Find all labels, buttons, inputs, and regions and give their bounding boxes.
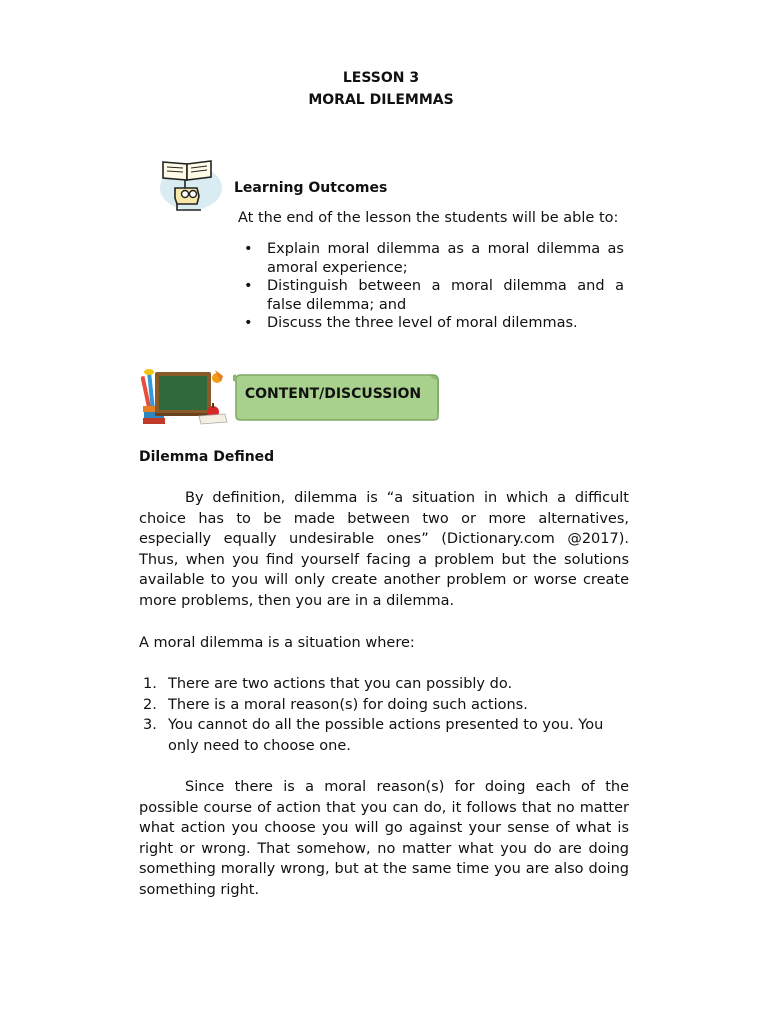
list-text: There is a moral reason(s) for doing such actions.	[168, 696, 528, 713]
banner-label: CONTENT/DISCUSSION	[244, 386, 422, 402]
list-item	[143, 674, 629, 695]
list-number: 3.	[143, 717, 157, 734]
outcomes-intro: At the end of the lesson the students will be able to:	[238, 210, 619, 226]
definition-paragraph: By definition, dilemma is “a situation in which a difficult choice has to be made between two or more alternatives, especially equally undesirable ones” (Dictionary.com @2017). Thus, when you find yourself facing a problem but the solutions available to you will only create another problem or worse create more problems, then you are in a dilemma.	[139, 490, 629, 609]
page-title: MORAL DILEMMAS	[308, 92, 454, 108]
outcomes-heading: Learning Outcomes	[234, 180, 388, 196]
conclusion-paragraph: Since there is a moral reason(s) for doing each of the possible course of action that you can do, it follows that no matter what action you choose you will go against your sense of what is right or wrong. That somehow, no matter what you do are doing something morally wrong, but at the same time you are also doing something right.	[139, 779, 629, 898]
book-reader-icon	[157, 158, 223, 214]
list-item	[143, 695, 629, 716]
list-item	[143, 715, 629, 756]
content-discussion-banner	[233, 373, 439, 421]
conditions-list	[143, 674, 629, 756]
outcomes-list	[244, 240, 624, 333]
list-item: • Distinguish between a moral dilemma and a false dilemma; and	[244, 277, 624, 314]
moral-dilemma-intro: A moral dilemma is a situation where:	[139, 635, 415, 651]
list-text: You cannot do all the possible actions presented to you. You only need to choose one.	[168, 717, 604, 754]
list-number: 1.	[143, 676, 157, 692]
list-number: 2.	[143, 696, 157, 713]
list-item: • Discuss the three level of moral dilemmas.	[244, 314, 624, 333]
section-heading: Dilemma Defined	[139, 449, 275, 465]
list-item: • Explain moral dilemma as a moral dilemma as amoral experience;	[244, 240, 624, 277]
chalkboard-icon	[141, 368, 231, 428]
list-text: There are two actions that you can possibly do.	[168, 676, 513, 692]
lesson-number: LESSON 3	[342, 70, 420, 86]
